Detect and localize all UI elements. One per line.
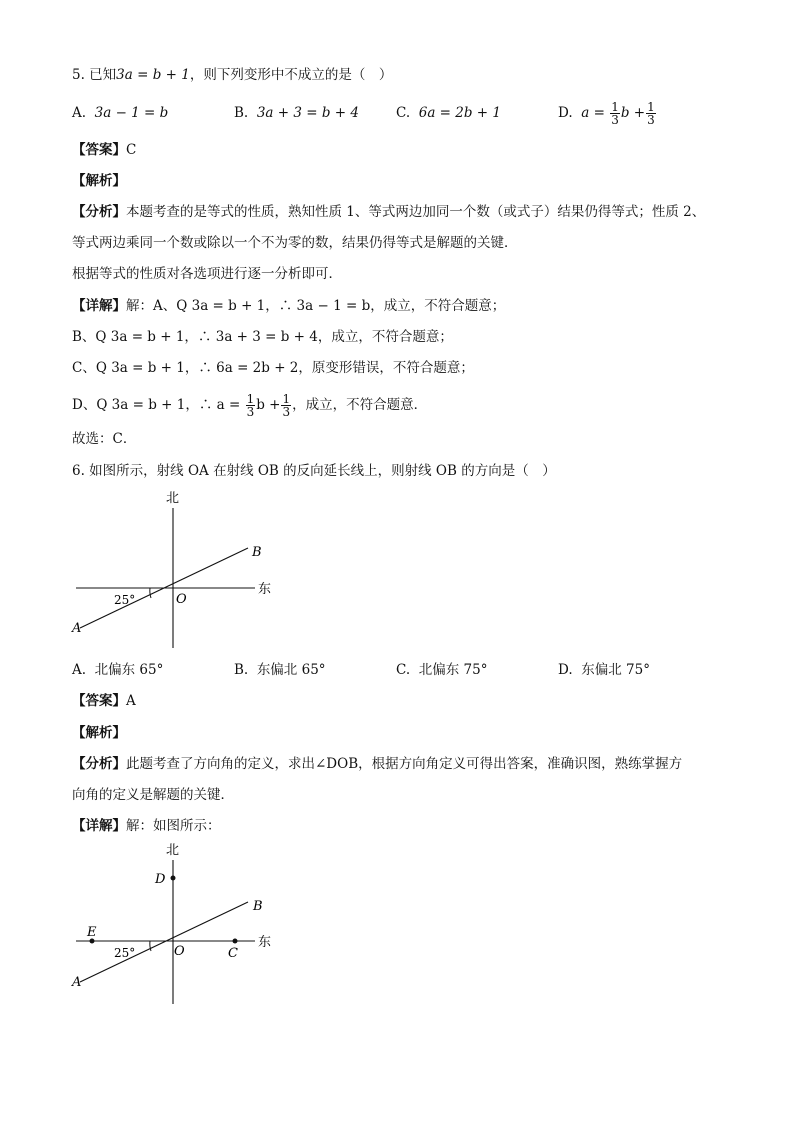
q5-option-b-text: 3a + 3 = b + 4 — [256, 105, 359, 121]
point-o-label: O — [174, 944, 185, 959]
detail-tag: 【详解】 — [72, 298, 126, 314]
fraction-numerator: 1 — [246, 392, 255, 406]
q5-option-d-fraction-2 — [646, 101, 656, 126]
answer-tag: 【答案】 — [72, 693, 126, 709]
q5-detail-line-1 — [72, 297, 505, 315]
detail-fraction-2 — [281, 393, 291, 418]
q6-option-d-text: 东偏北 75° — [581, 662, 650, 678]
q6-fenxi-line-1 — [72, 755, 682, 773]
fraction-denominator: 3 — [246, 405, 255, 419]
q5-option-b — [234, 104, 359, 122]
fenxi-text: 此题考查了方向角的定义，求出∠DOB，根据方向角定义可得出答案，准确识图，熟练掌握方 — [126, 756, 683, 772]
point-c — [233, 939, 238, 944]
q5-stem-prefix: 5. 已知 — [72, 67, 117, 83]
q5-option-d-fraction-1 — [610, 101, 620, 126]
q5-choose: 故选：C． — [72, 431, 137, 447]
q6-option-d-label: D. — [558, 662, 573, 678]
north-label: 北 — [166, 491, 180, 506]
q5-option-d-label: D. — [558, 105, 573, 121]
q6-option-a-text: 北偏东 65° — [94, 662, 164, 678]
q6-option-c-text: 北偏东 75° — [418, 662, 488, 678]
point-d-label: D — [155, 872, 166, 887]
q6-option-b-label: B. — [234, 662, 249, 678]
q6-answer — [72, 692, 136, 710]
q6-analysis-tag: 【解析】 — [72, 725, 126, 741]
fenxi-tag: 【分析】 — [72, 204, 126, 220]
fraction-denominator: 3 — [611, 113, 619, 127]
fraction-denominator: 3 — [647, 113, 655, 127]
point-a-label: A — [72, 621, 82, 636]
q6-option-d — [558, 661, 650, 679]
detail-suffix: ，成立，不符合题意． — [292, 397, 428, 413]
angle-label: 25° — [114, 946, 136, 960]
q6-option-a — [72, 661, 163, 679]
detail-fraction-1 — [246, 393, 256, 418]
point-e-label: E — [87, 925, 97, 940]
q5-option-a-text: 3a − 1 = b — [94, 105, 169, 121]
fraction-numerator: 1 — [647, 100, 655, 114]
q5-fenxi-line-3: 根据等式的性质对各选项进行逐一分析即可． — [72, 266, 342, 282]
point-b-label: B — [252, 545, 262, 560]
detail-mid: b + — [256, 397, 281, 413]
q6-option-b-text: 东偏北 65° — [256, 662, 326, 678]
q6-option-c — [396, 661, 487, 679]
q5-option-c-label: C. — [396, 105, 411, 121]
ray-line-ab — [80, 902, 248, 982]
fraction-denominator: 3 — [282, 405, 291, 419]
detail-text: 解：如图所示： — [126, 818, 221, 834]
fenxi-tag: 【分析】 — [72, 756, 126, 772]
answer-tag: 【答案】 — [72, 142, 126, 158]
q5-stem — [72, 66, 392, 84]
angle-arc — [150, 588, 151, 598]
answer-value: C — [126, 142, 137, 158]
fenxi-text: 本题考查的是等式的性质，熟知性质 1、等式两边加同一个数（或式子）结果仍得等式；性质 2、 — [126, 204, 706, 220]
north-label: 北 — [166, 843, 180, 858]
q5-detail-line-2: B、Q 3a = b + 1，∴ 3a + 3 = b + 4，成立，不符合题意； — [72, 329, 453, 345]
q5-fenxi-line-2: 等式两边乘同一个数或除以一个不为零的数，结果仍得等式是解题的关键． — [72, 235, 518, 251]
point-b-label: B — [253, 899, 263, 914]
angle-label: 25° — [114, 593, 136, 607]
q5-option-c — [396, 104, 501, 122]
q5-option-d — [558, 96, 657, 130]
q6-fenxi-line-2: 向角的定义是解题的关键． — [72, 787, 234, 803]
q5-option-a-label: A. — [72, 105, 87, 121]
q5-fenxi-line-1 — [72, 203, 705, 221]
q6-figure-1 — [70, 488, 290, 653]
q6-option-c-label: C. — [396, 662, 411, 678]
q5-stem-equation: 3a = b + 1 — [116, 67, 190, 83]
point-a-label: A — [72, 975, 82, 990]
q5-option-d-mid: b + — [620, 105, 646, 121]
q6-option-b — [234, 661, 326, 679]
q5-option-c-text: 6a = 2b + 1 — [418, 105, 501, 121]
q6-figure-2 — [70, 840, 290, 1010]
point-c-label: C — [228, 946, 238, 961]
answer-value: A — [126, 693, 136, 709]
q5-detail-line-3: C、Q 3a = b + 1，∴ 6a = 2b + 2，原变形错误，不符合题意； — [72, 360, 474, 376]
detail-prefix: D、Q 3a = b + 1，∴ a = — [72, 397, 241, 413]
q5-option-a — [72, 104, 168, 122]
point-d — [171, 876, 176, 881]
angle-arc — [150, 941, 151, 951]
detail-tag: 【详解】 — [72, 818, 126, 834]
q5-detail-line-4 — [72, 388, 427, 422]
q5-analysis-tag: 【解析】 — [72, 173, 126, 189]
q5-option-b-label: B. — [234, 105, 249, 121]
q6-option-a-label: A. — [72, 662, 87, 678]
q5-option-d-lhs: a = — [581, 105, 605, 121]
detail-text: 解：A、Q 3a = b + 1，∴ 3a − 1 = b，成立，不符合题意； — [126, 298, 506, 314]
east-label: 东 — [258, 935, 272, 950]
fraction-numerator: 1 — [611, 100, 619, 114]
q5-stem-suffix: ，则下列变形中不成立的是（ ） — [189, 67, 393, 83]
q6-stem: 6. 如图所示，射线 OA 在射线 OB 的反向延长线上，则射线 OB 的方向是（ ） — [72, 463, 556, 479]
q5-answer — [72, 141, 136, 159]
east-label: 东 — [258, 582, 272, 597]
point-o-label: O — [176, 592, 187, 607]
q6-detail — [72, 817, 221, 835]
fraction-numerator: 1 — [282, 392, 291, 406]
